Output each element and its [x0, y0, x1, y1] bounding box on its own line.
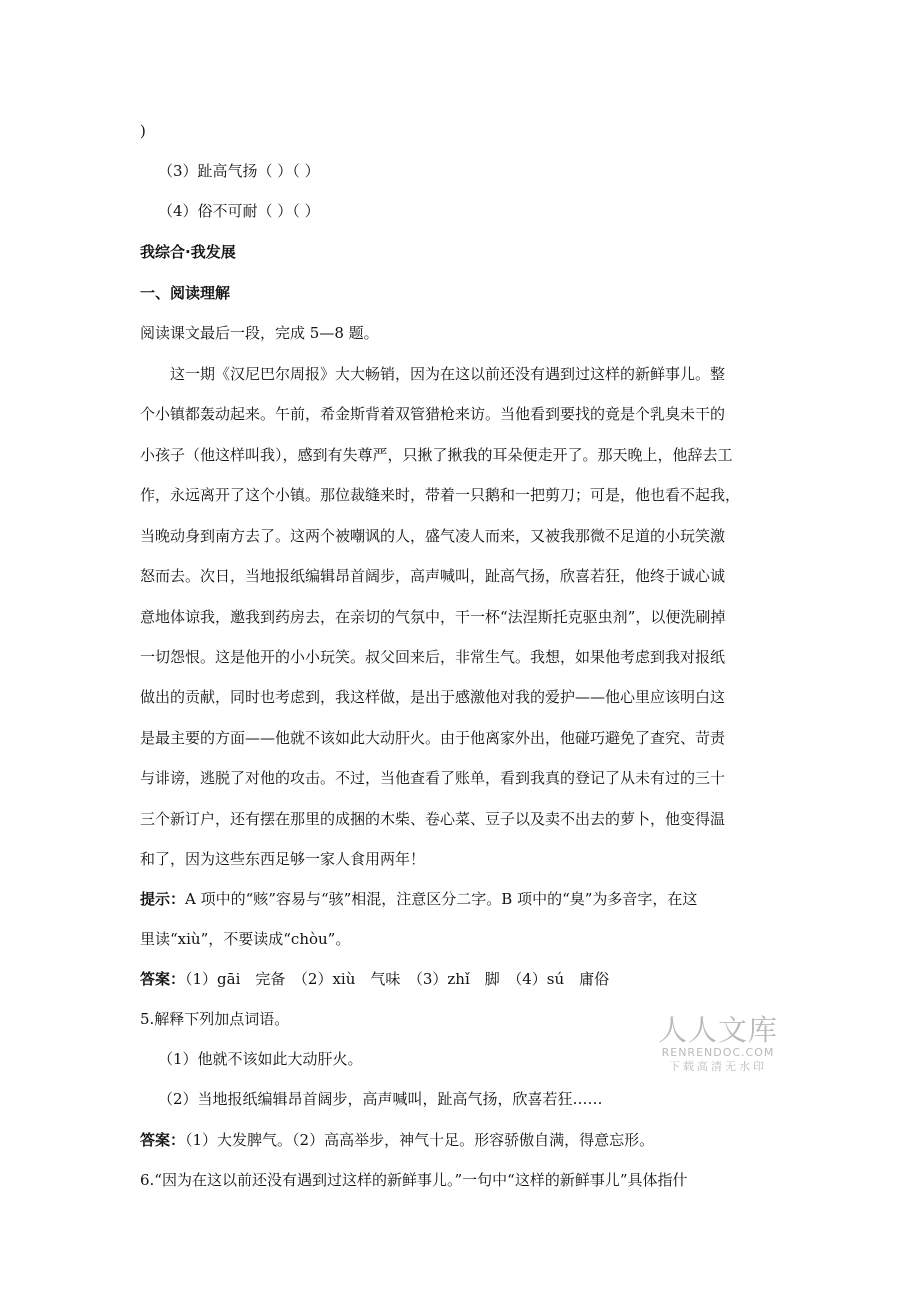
passage-line: 这一期《汉尼巴尔周报》大大畅销，因为在这以前还没有遇到过这样的新鲜事儿。整: [140, 365, 726, 383]
question-6: 6.“因为在这以前还没有遇到过这样的新鲜事儿。”一句中“这样的新鲜事儿”具体指什: [140, 1171, 688, 1189]
watermark-subtitle: 下载高清无水印: [669, 1060, 767, 1073]
answer-text: （1）大发脾气。（2）高高举步，神气十足。形容骄傲自满，得意忘形。: [185, 1131, 655, 1149]
passage-line: 当晚动身到南方去了。这两个被嘲讽的人，盛气凌人而来，又被我那微不足道的小玩笑激: [140, 527, 726, 545]
passage-line: 怒而去。次日，当地报纸编辑昂首阔步，高声喊叫，趾高气扬，欣喜若狂，他终于诚心诚: [140, 567, 726, 585]
watermark-title: 人人文库: [657, 1013, 778, 1047]
passage-line: 与诽谤，逃脱了对他的攻击。不过，当他查看了账单，看到我真的登记了从未有过的三十: [140, 769, 726, 787]
section-heading: 我综合·我发展: [140, 243, 236, 261]
watermark-url: RENRENDOC.COM: [661, 1046, 775, 1059]
hint-line-2: 里读“xiù”，不要读成“chòu”。: [140, 930, 351, 948]
answer-label: 答案：: [140, 1131, 186, 1149]
hint-text: A 项中的“赅”容易与“骇”相混，注意区分二字。B 项中的“臭”为多音字，在这: [185, 890, 698, 908]
hint-line-1: [140, 889, 697, 909]
watermark: [648, 1014, 788, 1074]
answer-label: 答案：: [140, 970, 186, 988]
passage-line: 个小镇都轰动起来。午前，希金斯背着双管猎枪来访。当他看到要找的竟是个乳臭未干的: [140, 405, 726, 423]
passage-line: 作，永远离开了这个小镇。那位裁缝来时，带着一只鹅和一把剪刀；可是，他也看不起我，: [140, 486, 741, 504]
passage-line: 意地体谅我，邀我到药房去，在亲切的气氛中，干一杯“法涅斯托克驱虫剂”，以便洗刷掉: [140, 608, 726, 626]
passage-line: 和了，因为这些东西足够一家人食用两年！: [140, 850, 426, 868]
answer-2: [140, 1130, 654, 1150]
passage-line: 三个新订户，还有摆在那里的成捆的木柴、卷心菜、豆子以及卖不出去的萝卜，他变得温: [140, 810, 726, 828]
answer-text: （1）gāi 完备 （2）xiù 气味 （3）zhǐ 脚 （4）sú 庸俗: [185, 970, 610, 988]
passage-line: 小孩子（他这样叫我），感到有失尊严，只揪了揪我的耳朵便走开了。那天晚上，他辞去工: [140, 446, 733, 464]
item-3: （3）趾高气扬（ ）（ ）: [158, 162, 320, 180]
answer-1: [140, 969, 609, 989]
question-5-sub-2: （2）当地报纸编辑昂首阔步，高声喊叫，趾高气扬，欣喜若狂……: [158, 1090, 603, 1108]
top-fragment: ): [140, 122, 146, 140]
question-5: 5.解释下列加点词语。: [140, 1010, 290, 1028]
passage-line: 一切怨恨。这是他开的小小玩笑。叔父回来后，非常生气。我想，如果他考虑到我对报纸: [140, 648, 726, 666]
question-5-sub-1: （1）他就不该如此大动肝火。: [158, 1050, 363, 1068]
item-4: （4）俗不可耐（ ）（ ）: [158, 202, 320, 220]
subheading: 一、阅读理解: [140, 284, 231, 302]
instruction: 阅读课文最后一段，完成 5—8 题。: [140, 324, 379, 342]
passage-line: 是最主要的方面——他就不该如此大动肝火。由于他离家外出，他碰巧避免了查究、苛责: [140, 729, 726, 747]
passage-line: 做出的贡献，同时也考虑到，我这样做，是出于感激他对我的爱护——他心里应该明白这: [140, 688, 726, 706]
hint-label: 提示：: [140, 890, 186, 908]
